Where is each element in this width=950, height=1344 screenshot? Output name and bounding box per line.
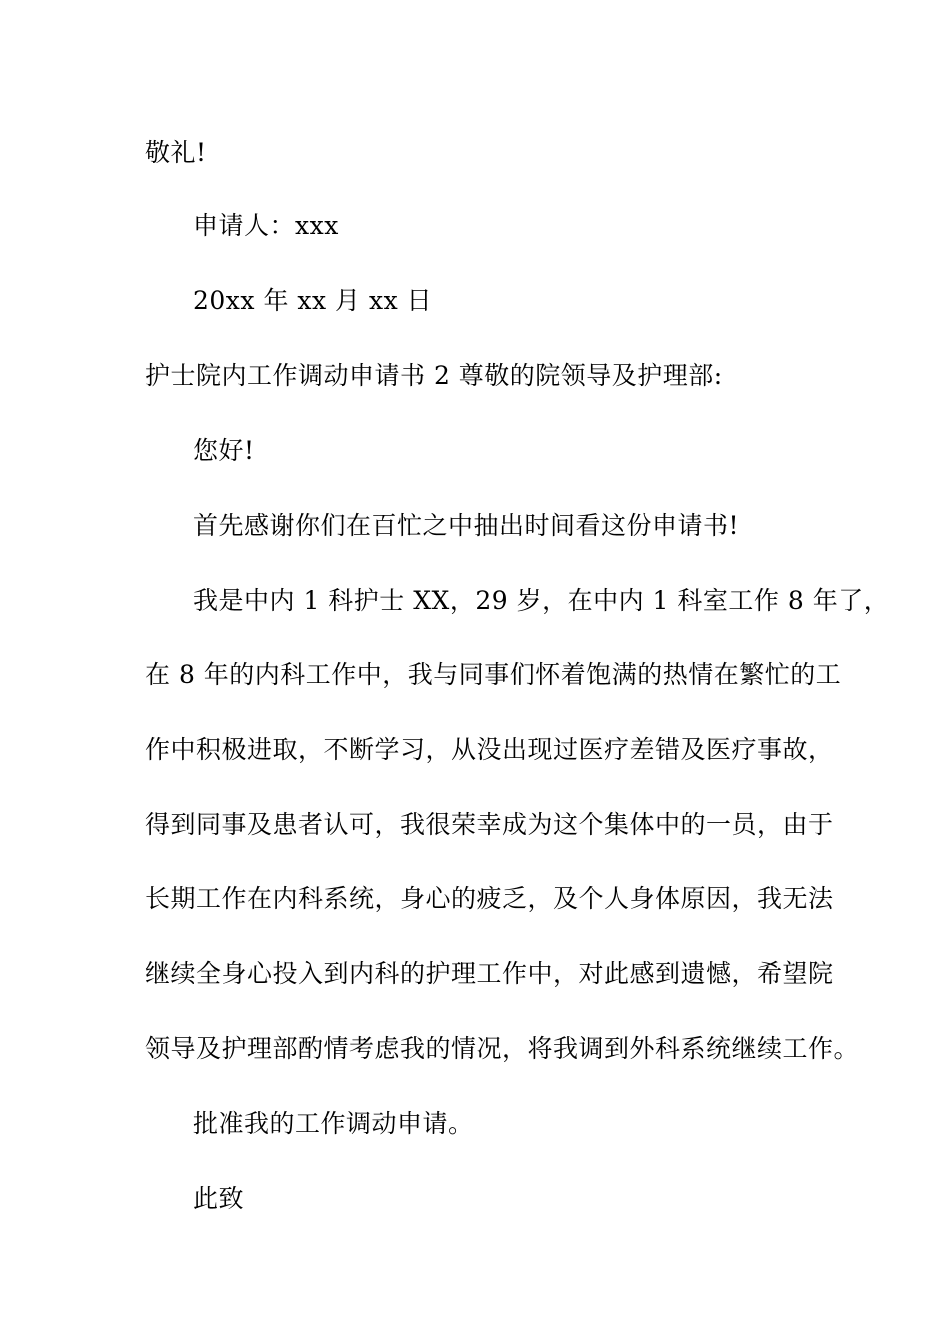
greeting: 您好! bbox=[193, 436, 255, 465]
paragraph-line: 长期工作在内科系统，身心的疲乏，及个人身体原因，我无法 bbox=[145, 884, 834, 913]
request-line: 批准我的工作调动申请。 bbox=[193, 1109, 474, 1138]
paragraph-line: 作中积极进取，不断学习，从没出现过医疗差错及医疗事故， bbox=[145, 735, 834, 764]
paragraph-line: 在 8 年的内科工作中，我与同事们怀着饱满的热情在繁忙的工 bbox=[145, 660, 842, 689]
paragraph-line: 继续全身心投入到内科的护理工作中，对此感到遗憾，希望院 bbox=[145, 959, 834, 988]
closing-phrase: 此致 bbox=[193, 1184, 245, 1213]
paragraph-line: 首先感谢你们在百忙之中抽出时间看这份申请书! bbox=[193, 511, 740, 540]
letter-title-salutation: 护士院内工作调动申请书 2 尊敬的院领导及护理部: bbox=[145, 361, 723, 390]
applicant-signature: 申请人：xxx bbox=[193, 211, 339, 240]
date-line: 20xx 年 xx 月 xx 日 bbox=[193, 286, 433, 315]
paragraph-line: 得到同事及患者认可，我很荣幸成为这个集体中的一员，由于 bbox=[145, 810, 834, 839]
paragraph-line: 我是中内 1 科护士 XX，29 岁，在中内 1 科室工作 8 年了， bbox=[193, 586, 890, 615]
closing-salute: 敬礼! bbox=[145, 138, 207, 167]
paragraph-line: 领导及护理部酌情考虑我的情况，将我调到外科系统继续工作。 bbox=[145, 1034, 860, 1063]
